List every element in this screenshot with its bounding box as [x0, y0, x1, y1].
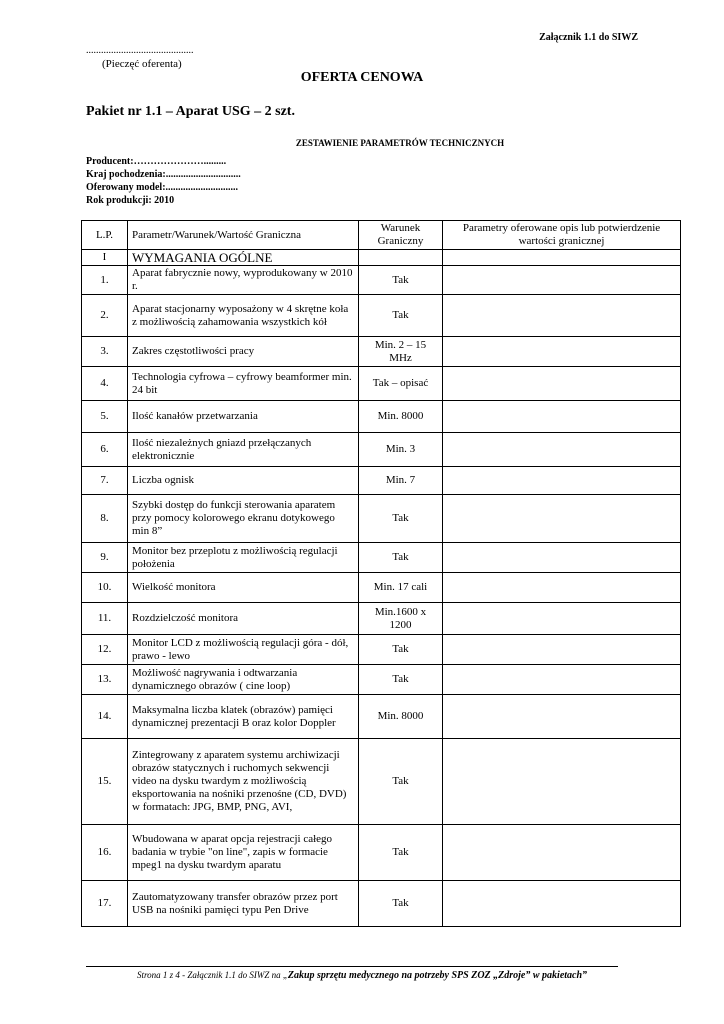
document-title-text: OFERTA CENOWA — [300, 70, 424, 85]
table-row — [82, 543, 681, 573]
header-offer: Parametry oferowane opis lub potwierdzenie wartości granicznej — [443, 221, 681, 250]
row-condition: Min. 17 cali — [359, 573, 443, 603]
header-condition: Warunek Graniczny — [359, 221, 443, 250]
row-parameter: Wbudowana w aparat opcja rejestracji całego badania w trybie "on line", zapis w formacie mpeg1 na dysku twardym aparatu — [128, 825, 359, 881]
producer-field: Producent:…………………......... — [86, 156, 227, 167]
table-header-row — [82, 221, 681, 250]
row-offer — [443, 543, 681, 573]
row-condition: Min. 8000 — [359, 695, 443, 739]
section-empty-cell — [359, 250, 443, 266]
table-row — [82, 266, 681, 295]
row-condition: Min. 7 — [359, 467, 443, 495]
row-offer — [443, 266, 681, 295]
row-condition: Min. 3 — [359, 433, 443, 467]
row-parameter: Zautomatyzowany transfer obrazów przez port USB na nośniki pamięci typu Pen Drive — [128, 881, 359, 927]
row-offer — [443, 739, 681, 825]
row-parameter: Maksymalna liczba klatek (obrazów) pamięci dynamicznej prezentacji B oraz kolor Doppler — [128, 695, 359, 739]
header-lp: L.P. — [82, 221, 128, 250]
package-title: Pakiet nr 1.1 – Aparat USG – 2 szt. — [86, 104, 295, 119]
row-offer — [443, 495, 681, 543]
row-offer — [443, 881, 681, 927]
row-number: 17. — [82, 881, 128, 927]
table-row — [82, 495, 681, 543]
row-offer — [443, 825, 681, 881]
row-parameter: Monitor bez przeplotu z możliwością regulacji położenia — [128, 543, 359, 573]
attachment-label: Załącznik 1.1 do SIWZ — [539, 32, 638, 43]
row-offer — [443, 603, 681, 635]
table-row — [82, 635, 681, 665]
table-row — [82, 695, 681, 739]
row-number: 14. — [82, 695, 128, 739]
row-number: 11. — [82, 603, 128, 635]
row-number: 5. — [82, 401, 128, 433]
row-number: 7. — [82, 467, 128, 495]
table-row — [82, 433, 681, 467]
table-row — [82, 573, 681, 603]
document-title — [0, 70, 724, 86]
row-number: 16. — [82, 825, 128, 881]
row-parameter: Monitor LCD z możliwością regulacji góra - dół, prawo - lewo — [128, 635, 359, 665]
row-number: 10. — [82, 573, 128, 603]
row-parameter: Szybki dostęp do funkcji sterowania aparatem przy pomocy kolorowego ekranu dotykowego min 8” — [128, 495, 359, 543]
row-condition: Tak — [359, 635, 443, 665]
section-empty-cell — [443, 250, 681, 266]
row-offer — [443, 337, 681, 367]
row-offer — [443, 695, 681, 739]
model-field: Oferowany model:............................. — [86, 182, 239, 193]
row-condition: Tak — [359, 266, 443, 295]
row-parameter: Aparat stacjonarny wyposażony w 4 skrętne koła z możliwością zahamowania wszystkich kół — [128, 295, 359, 337]
row-parameter: Rozdzielczość monitora — [128, 603, 359, 635]
row-offer — [443, 467, 681, 495]
row-offer — [443, 295, 681, 337]
table-row — [82, 467, 681, 495]
row-condition: Min.1600 x 1200 — [359, 603, 443, 635]
row-number: 6. — [82, 433, 128, 467]
row-parameter: Aparat fabrycznie nowy, wyprodukowany w 2010 r. — [128, 266, 359, 295]
row-parameter: Liczba ognisk — [128, 467, 359, 495]
row-condition: Tak — [359, 739, 443, 825]
table-row — [82, 665, 681, 695]
row-condition: Min. 8000 — [359, 401, 443, 433]
table-row — [82, 337, 681, 367]
row-offer — [443, 367, 681, 401]
table-row — [82, 367, 681, 401]
table-row — [82, 401, 681, 433]
year-field: Rok produkcji: 2010 — [86, 195, 175, 206]
row-number: 8. — [82, 495, 128, 543]
row-number: 1. — [82, 266, 128, 295]
stamp-dots: ........................................... — [86, 45, 194, 56]
row-number: 15. — [82, 739, 128, 825]
row-number: 13. — [82, 665, 128, 695]
row-number: 4. — [82, 367, 128, 401]
table-row — [82, 881, 681, 927]
row-offer — [443, 401, 681, 433]
row-condition: Tak — [359, 881, 443, 927]
table-row — [82, 825, 681, 881]
page-footer — [0, 970, 724, 981]
row-condition: Tak — [359, 825, 443, 881]
footer-rule — [86, 966, 618, 967]
country-field: Kraj pochodzenia:.............................. — [86, 169, 241, 180]
table-row — [82, 603, 681, 635]
row-parameter: Ilość kanałów przetwarzania — [128, 401, 359, 433]
row-parameter: Możliwość nagrywania i odtwarzania dynamicznego obrazów ( cine loop) — [128, 665, 359, 695]
row-number: 3. — [82, 337, 128, 367]
row-condition: Tak — [359, 543, 443, 573]
section-heading-text: ZESTAWIENIE PARAMETRÓW TECHNICZNYCH — [295, 138, 505, 148]
row-parameter: Wielkość monitora — [128, 573, 359, 603]
row-number: 12. — [82, 635, 128, 665]
row-parameter: Technologia cyfrowa – cyfrowy beamformer min. 24 bit — [128, 367, 359, 401]
row-offer — [443, 665, 681, 695]
row-condition: Tak – opisać — [359, 367, 443, 401]
row-offer — [443, 635, 681, 665]
stamp-caption: (Pieczęć oferenta) — [102, 58, 182, 70]
row-condition: Min. 2 – 15 MHz — [359, 337, 443, 367]
footer-title: Zakup sprzętu medycznego na potrzeby SPS ZOZ „Zdroje” w pakietach” — [287, 970, 588, 981]
row-number: 2. — [82, 295, 128, 337]
header-parameter: Parametr/Warunek/Wartość Graniczna — [128, 221, 359, 250]
row-offer — [443, 573, 681, 603]
parameters-table — [81, 220, 681, 927]
footer-prefix: Strona 1 z 4 - Załącznik 1.1 do SIWZ na „ — [136, 970, 288, 980]
section-number: I — [82, 250, 128, 266]
row-number: 9. — [82, 543, 128, 573]
row-parameter: Ilość niezależnych gniazd przełączanych elektronicznie — [128, 433, 359, 467]
row-offer — [443, 433, 681, 467]
table-row — [82, 739, 681, 825]
table-row — [82, 295, 681, 337]
row-condition: Tak — [359, 495, 443, 543]
row-parameter: Zintegrowany z aparatem systemu archiwizacji obrazów statycznych i ruchomych sekwencji video na dysku twardym z możliwością eksportowania na nośniki przenośne (CD, DVD) w formatach: JPG, BMP, PNG, AVI, — [128, 739, 359, 825]
section-label: WYMAGANIA OGÓLNE — [128, 250, 359, 266]
row-parameter: Zakres częstotliwości pracy — [128, 337, 359, 367]
row-condition: Tak — [359, 295, 443, 337]
section-heading — [0, 138, 724, 148]
section-row — [82, 250, 681, 266]
row-condition: Tak — [359, 665, 443, 695]
